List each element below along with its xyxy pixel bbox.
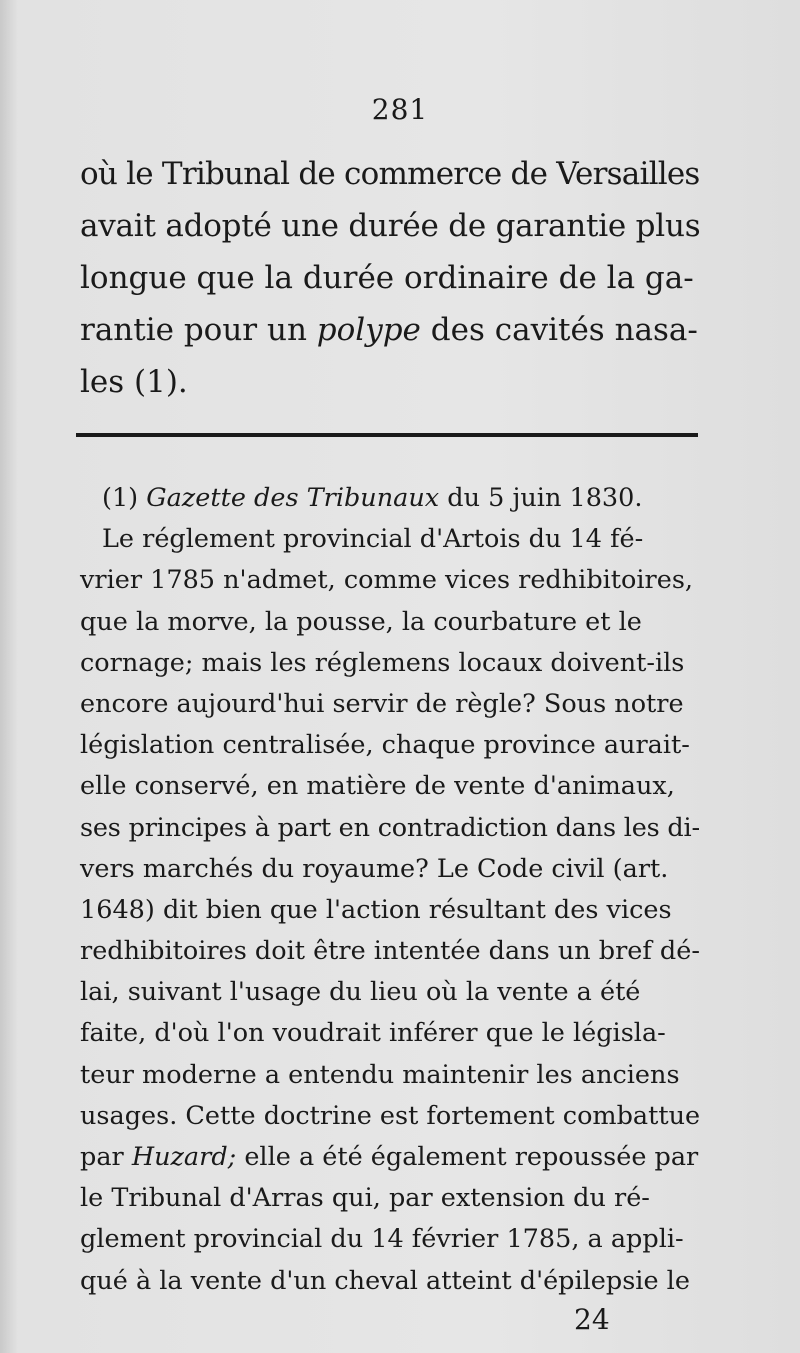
footnote-line: elle conservé, en matière de vente d'animaux, xyxy=(80,771,675,802)
main-text xyxy=(80,148,700,408)
page-number: 281 xyxy=(371,93,429,126)
footnote-line: redhibitoires doit être intentée dans un bref dé- xyxy=(80,936,700,967)
footnote-line: teur moderne a entendu maintenir les anciens xyxy=(80,1059,680,1090)
footnote-line: (1) Gazette des Tribunaux du 5 juin 1830. xyxy=(102,483,643,513)
footnote-line: encore aujourd'hui servir de règle? Sous notre xyxy=(80,688,684,719)
signature-mark: 24 xyxy=(574,1303,610,1336)
footnote-line: Le réglement provincial d'Artois du 14 fé- xyxy=(102,524,644,555)
footnote xyxy=(80,478,700,1302)
italic-title: Gazette des Tribunaux xyxy=(146,483,440,513)
text-line: les (1). xyxy=(80,364,188,400)
footnote-line: cornage; mais les réglemens locaux doivent-ils xyxy=(80,647,685,678)
footnote-line: qué à la vente d'un cheval atteint d'épilepsie le xyxy=(80,1265,690,1296)
footnote-line: le Tribunal d'Arras qui, par extension du ré- xyxy=(80,1183,650,1214)
footnote-line: législation centralisée, chaque province aurait- xyxy=(80,730,690,761)
italic-word: polype xyxy=(316,312,421,348)
footnote-line: vrier 1785 n'admet, comme vices redhibitoires, xyxy=(80,565,694,596)
footnote-line: ses principes à part en contradiction dans les di- xyxy=(80,812,700,843)
footnote-line: glement provincial du 14 février 1785, a appli- xyxy=(80,1224,684,1255)
footnote-rule xyxy=(76,433,698,437)
text-line: avait adopté une durée de garantie plus xyxy=(80,208,701,244)
footnote-line: par Huzard; elle a été également repoussée par xyxy=(80,1142,699,1172)
footnote-line: usages. Cette doctrine est fortement combattue xyxy=(80,1100,701,1131)
text-line: où le Tribunal de commerce de Versailles xyxy=(80,156,700,192)
text-line: longue que la durée ordinaire de la ga- xyxy=(80,260,694,296)
footnote-line: vers marchés du royaume? Le Code civil (art. xyxy=(80,853,669,884)
footnote-line: 1648) dit bien que l'action résultant des vices xyxy=(80,894,672,925)
italic-name: Huzard; xyxy=(131,1142,237,1172)
text-line: rantie pour un polype des cavités nasa- xyxy=(80,312,698,348)
footnote-line: faite, d'où l'on voudrait inférer que le législa- xyxy=(80,1018,666,1049)
footnote-line: que la morve, la pousse, la courbature et le xyxy=(80,606,642,637)
footnote-line: lai, suivant l'usage du lieu où la vente a été xyxy=(80,977,641,1008)
